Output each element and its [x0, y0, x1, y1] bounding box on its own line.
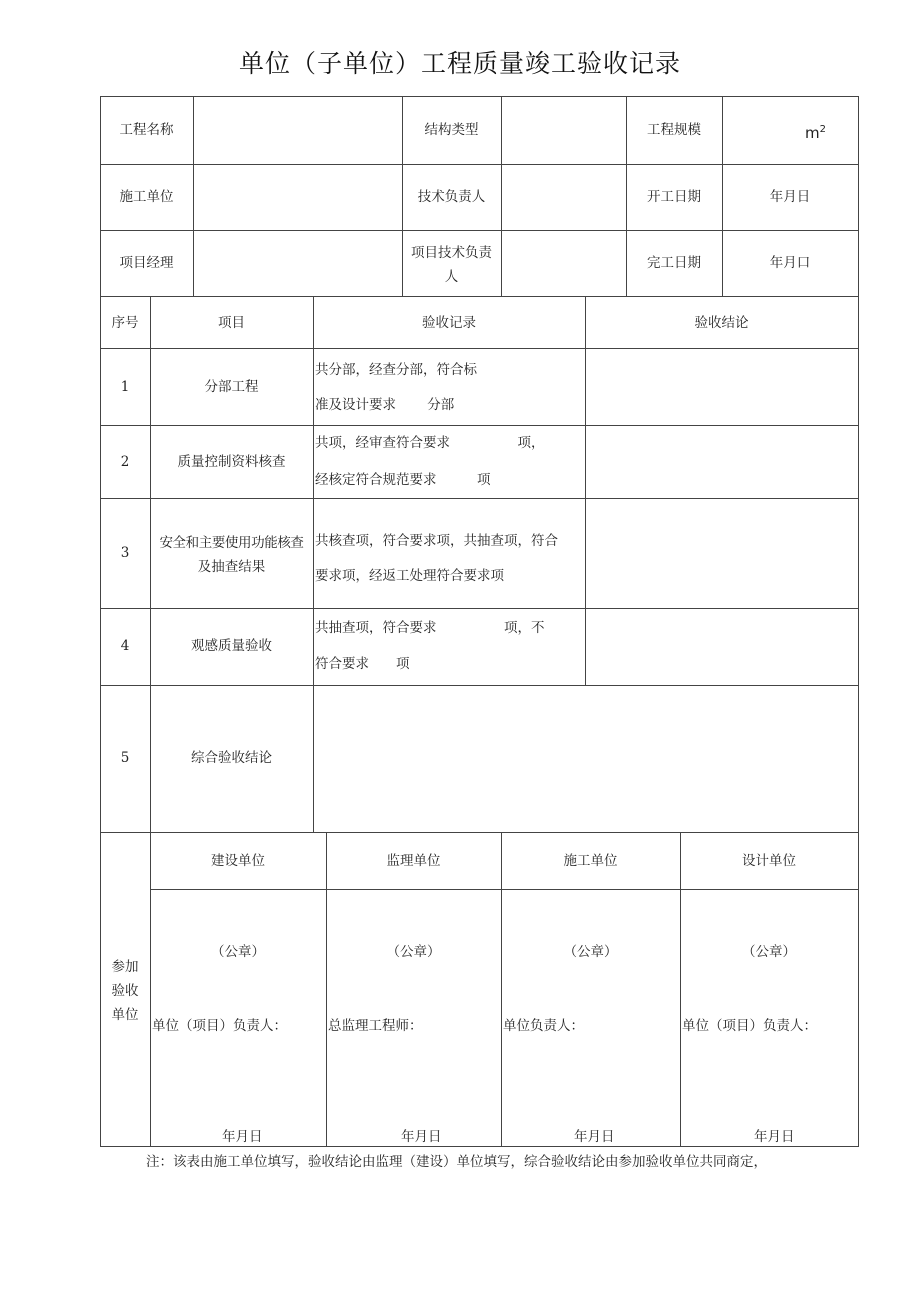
row-3-seq: 3 — [120, 545, 130, 561]
row-2-record-line2: 经核定符合规范要求 项 — [315, 472, 491, 488]
unit-4-signer: 单位（项目）负责人： — [682, 1018, 817, 1034]
row-5-item: 综合验收结论 — [191, 750, 272, 766]
start-date-value: 年月日 — [769, 189, 811, 205]
contractor-label: 施工单位 — [119, 189, 174, 205]
footnote: 注：该表由施工单位填写，验收结论由监理（建设）单位填写，综合验收结论由参加验收单位共同商定， — [146, 1154, 767, 1170]
row-5-seq: 5 — [120, 750, 130, 766]
column-header-record: 验收记录 — [422, 315, 476, 331]
participants-label-line1: 参加 — [111, 959, 139, 975]
row-2-seq: 2 — [120, 454, 130, 470]
project-manager-label: 项目经理 — [119, 255, 174, 271]
unit-4-date: 年月日 — [754, 1129, 795, 1145]
row-1-seq: 1 — [120, 379, 130, 395]
row-3-item-line1: 安全和主要使用功能核查 — [159, 535, 304, 551]
page-title: 单位（子单位）工程质量竣工验收记录 — [238, 49, 681, 78]
unit-3-seal: （公章） — [563, 944, 618, 960]
project-scale-unit — [805, 121, 826, 142]
unit-1-name: 建设单位 — [211, 853, 265, 869]
unit-2-date: 年月日 — [401, 1129, 442, 1145]
project-tech-lead-label-line2: 人 — [444, 269, 459, 285]
start-date-label: 开工日期 — [647, 189, 701, 205]
unit-base: m — [805, 124, 820, 142]
row-1-item: 分部工程 — [204, 379, 259, 395]
unit-1-date: 年月日 — [222, 1129, 263, 1145]
row-3-record-line1: 共核查项，符合要求项，共抽查项，符合 — [315, 533, 558, 549]
column-header-conclusion: 验收结论 — [694, 315, 749, 331]
unit-2-name: 监理单位 — [386, 853, 441, 869]
participants-label-line2: 验收 — [111, 983, 139, 999]
row-4-record-line1: 共抽查项，符合要求 项，不 — [315, 620, 545, 636]
completion-date-value: 年月口 — [769, 255, 811, 271]
column-header-seq: 序号 — [111, 315, 139, 331]
row-2-record-line1: 共项，经审查符合要求 项， — [315, 435, 545, 451]
row-4-record-line2: 符合要求 项 — [315, 656, 410, 672]
participants-label-line3: 单位 — [111, 1007, 139, 1023]
row-1-record-line2: 准及设计要求 分部 — [315, 397, 455, 413]
structure-type-label: 结构类型 — [424, 122, 479, 138]
unit-4-name: 设计单位 — [742, 853, 796, 869]
unit-4-seal: （公章） — [742, 944, 796, 960]
row-2-item: 质量控制资料核查 — [177, 454, 286, 470]
unit-1-signer: 单位（项目）负责人： — [152, 1018, 287, 1034]
tech-lead-label: 技术负责人 — [417, 189, 486, 205]
row-4-item: 观感质量验收 — [191, 638, 272, 654]
unit-1-seal: （公章） — [211, 944, 265, 960]
row-1-record-line1: 共分部，经查分部，符合标 — [315, 362, 477, 378]
unit-2-signer: 总监理工程师： — [328, 1018, 423, 1034]
row-3-record-line2: 要求项，经返工处理符合要求项 — [315, 568, 504, 584]
project-scale-label: 工程规模 — [647, 122, 701, 138]
unit-3-signer: 单位负责人： — [503, 1018, 584, 1034]
column-header-item: 项目 — [218, 315, 245, 331]
completion-date-label: 完工日期 — [647, 255, 701, 271]
row-4-seq: 4 — [120, 638, 130, 654]
row-3-item-line2: 及抽查结果 — [197, 559, 266, 575]
project-name-label: 工程名称 — [119, 122, 174, 138]
unit-3-date: 年月日 — [574, 1129, 615, 1145]
unit-2-seal: （公章） — [386, 944, 441, 960]
unit-exponent: 2 — [819, 124, 826, 135]
unit-3-name: 施工单位 — [563, 853, 618, 869]
project-tech-lead-label-line1: 项目技术负责 — [411, 245, 492, 261]
